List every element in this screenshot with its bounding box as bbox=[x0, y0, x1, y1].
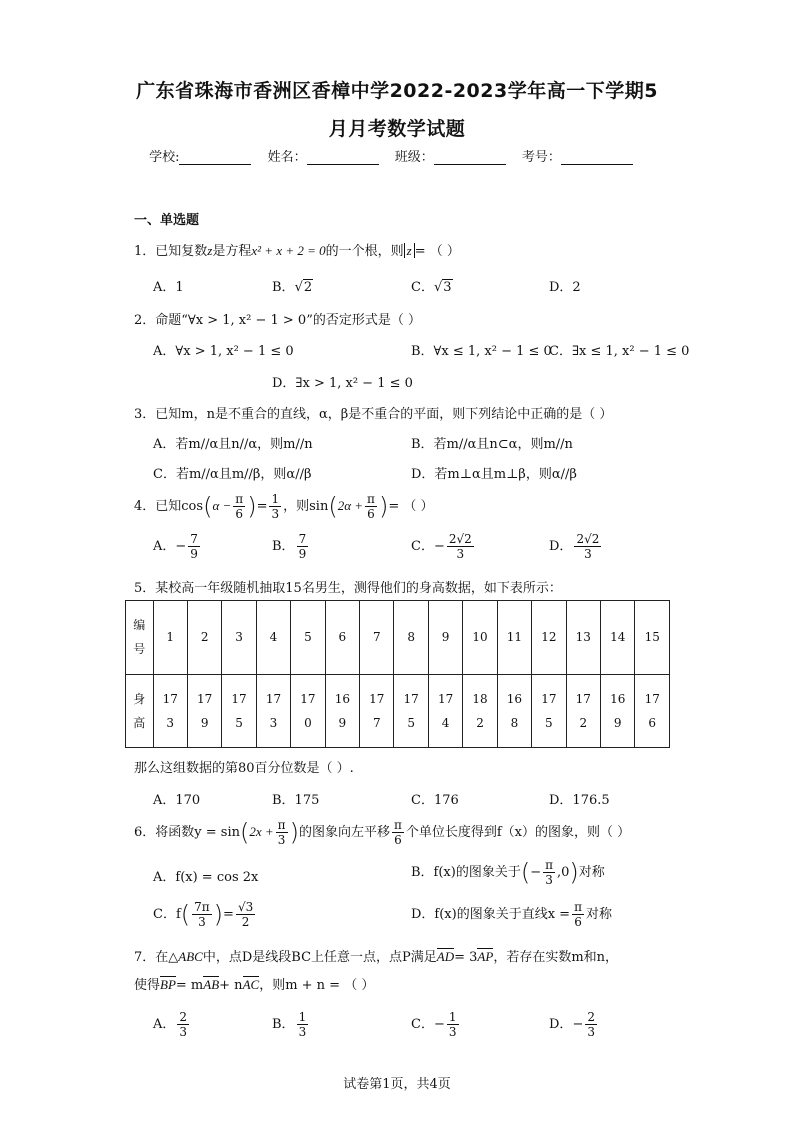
height-top: 16 bbox=[506, 691, 523, 706]
q3-option-c[interactable]: C．若m//α且m//β，则α//β bbox=[153, 467, 312, 482]
id-cell: 1 bbox=[153, 601, 187, 675]
height-cell bbox=[325, 674, 359, 748]
q6-c-value bbox=[236, 900, 255, 929]
q6-option-a[interactable]: A．f(x) = cos 2x bbox=[153, 870, 259, 885]
q4-tail: = （ ） bbox=[388, 499, 434, 514]
q1-option-b-value: 2 bbox=[303, 280, 313, 295]
q6-mid: 的图象向左平移 bbox=[298, 825, 390, 840]
q5-option-a[interactable]: A．170 bbox=[153, 793, 201, 808]
title-line-1: 广东省珠海市香洲区香樟中学2022-2023学年高一下学期5 bbox=[136, 80, 658, 102]
q7-b-num: 1 bbox=[298, 1010, 307, 1024]
q7-c-minus: − bbox=[433, 1017, 445, 1032]
q7-option-d[interactable] bbox=[549, 1010, 599, 1039]
q6-pi-over-6 bbox=[392, 818, 404, 847]
height-cell bbox=[566, 674, 600, 748]
name-field[interactable] bbox=[307, 151, 379, 165]
question-7-line-2 bbox=[134, 974, 374, 993]
q1-equation: x² + x + 2 = 0 bbox=[251, 243, 326, 258]
q7-d-label: D． bbox=[549, 1017, 573, 1032]
q1-option-b-label: B． bbox=[272, 280, 295, 295]
q7-vec-ap: AP bbox=[477, 949, 494, 964]
q4-pi-over-6-b bbox=[365, 492, 377, 521]
q4-paren-open: ( bbox=[203, 492, 213, 521]
q4-a-num: 7 bbox=[190, 532, 198, 546]
q4-option-c[interactable] bbox=[411, 532, 476, 561]
q6-b-neg: − bbox=[530, 865, 542, 880]
height-cell bbox=[187, 674, 221, 748]
q7-b-frac bbox=[297, 1010, 309, 1039]
height-top: 17 bbox=[265, 691, 282, 706]
q1-option-c-label: C． bbox=[411, 280, 434, 295]
question-2 bbox=[134, 309, 421, 328]
q5-text: 某校高一年级随机抽取15名男生，测得他们的身高数据，如下表所示： bbox=[155, 581, 562, 596]
q1-option-c-value: 3 bbox=[443, 280, 452, 295]
question-4 bbox=[134, 492, 433, 521]
q4-a-den: 9 bbox=[190, 547, 198, 561]
q4-option-a[interactable] bbox=[153, 532, 202, 561]
q6-c-eq: = bbox=[223, 907, 234, 922]
q4-six-a: 6 bbox=[235, 507, 244, 521]
q3-number: 3． bbox=[134, 407, 156, 422]
q6-b-pre: B．f(x)的图象关于 bbox=[411, 865, 521, 880]
q7-d-minus: − bbox=[572, 1017, 584, 1032]
question-6 bbox=[134, 818, 630, 847]
q4-d-frac bbox=[574, 532, 601, 561]
height-bottom: 5 bbox=[235, 715, 243, 730]
q6-b-frac bbox=[543, 858, 555, 887]
q3-option-a[interactable]: A．若m//α且n//α，则m//n bbox=[153, 437, 313, 452]
class-field[interactable] bbox=[434, 151, 506, 165]
height-top: 17 bbox=[197, 691, 213, 706]
q4-d-den: 3 bbox=[584, 547, 592, 561]
q1-var-z: z bbox=[207, 243, 213, 258]
q6-pi-a: π bbox=[277, 818, 286, 832]
id-cell: 13 bbox=[566, 601, 600, 675]
q4-c-den: 3 bbox=[456, 547, 465, 561]
q7-b-den: 3 bbox=[298, 1025, 307, 1039]
height-cell bbox=[360, 674, 394, 748]
height-cell bbox=[635, 674, 670, 748]
height-top: 17 bbox=[162, 691, 178, 706]
q7-triangle: △ABC bbox=[168, 949, 203, 964]
q1-text-d: = （ ） bbox=[414, 244, 460, 259]
q7-c-num: 1 bbox=[448, 1010, 457, 1024]
q6-c-den: 3 bbox=[198, 915, 206, 929]
q7-l2-eq: = m bbox=[175, 978, 204, 993]
q6-c-rden: 2 bbox=[241, 915, 250, 929]
height-bottom: 3 bbox=[166, 715, 175, 730]
question-5 bbox=[134, 577, 562, 596]
q4-number: 4． bbox=[134, 499, 156, 514]
height-top: 16 bbox=[334, 691, 350, 706]
q6-c-num: 7π bbox=[194, 900, 210, 914]
height-cell bbox=[291, 674, 325, 748]
height-top: 17 bbox=[575, 691, 591, 706]
q7-a-den: 3 bbox=[179, 1025, 188, 1039]
q4-cos: 已知cos bbox=[155, 499, 204, 514]
id-cell: 11 bbox=[497, 601, 531, 675]
id-cell: 12 bbox=[532, 601, 566, 675]
q4-one: 1 bbox=[271, 492, 280, 506]
q4-c-num: 2√2 bbox=[448, 532, 472, 546]
q5-option-d[interactable]: D．176.5 bbox=[549, 793, 610, 808]
exam-no-label: 考号： bbox=[521, 150, 561, 165]
q2-option-b[interactable]: B．∀x ≤ 1, x² − 1 ≤ 0 bbox=[411, 344, 552, 359]
q6-c-paren-close: ) bbox=[213, 900, 224, 929]
q6-paren-close: ) bbox=[289, 818, 299, 847]
student-info-row bbox=[0, 146, 794, 165]
height-cell bbox=[256, 674, 290, 748]
q4-paren-close: ) bbox=[247, 492, 257, 521]
height-header-1: 身 bbox=[133, 691, 146, 706]
q6-d-frac bbox=[572, 900, 584, 929]
q7-d-num: 2 bbox=[587, 1010, 595, 1024]
q2-option-c[interactable]: C．∃x ≤ 1, x² − 1 ≤ 0 bbox=[549, 344, 690, 359]
height-bottom: 8 bbox=[510, 715, 519, 730]
height-top: 17 bbox=[437, 691, 454, 706]
q4-option-b[interactable] bbox=[272, 532, 310, 561]
q7-option-b[interactable] bbox=[272, 1010, 310, 1039]
height-header bbox=[126, 674, 154, 748]
q7-option-c[interactable] bbox=[411, 1010, 461, 1039]
q7-vec-bp: BP bbox=[160, 977, 176, 992]
q3-option-b[interactable]: B．若m//α且n⊂α，则m//n bbox=[411, 437, 573, 452]
height-bottom: 2 bbox=[579, 715, 588, 730]
height-bottom: 5 bbox=[545, 715, 553, 730]
q6-d-tail: 对称 bbox=[585, 907, 612, 922]
q2-text: 命题“∀x > 1, x² − 1 > 0”的否定形式是（ ） bbox=[155, 313, 421, 328]
q4-option-d[interactable] bbox=[549, 532, 603, 561]
q6-b-tail: 对称 bbox=[578, 865, 605, 880]
q5-option-b[interactable]: B．175 bbox=[272, 793, 320, 808]
q1-text-b: 是方程 bbox=[212, 244, 252, 259]
height-bottom: 2 bbox=[476, 715, 484, 730]
q4-pi-over-6-a bbox=[233, 492, 245, 521]
q6-b-pi: π bbox=[545, 858, 554, 872]
height-table bbox=[125, 600, 670, 748]
q6-b-zero: ,0 bbox=[557, 865, 570, 880]
q1-option-b[interactable]: B．√2 bbox=[272, 280, 313, 295]
id-cell: 5 bbox=[291, 601, 325, 675]
q1-text-c: 的一个根，则 bbox=[325, 244, 404, 259]
q2-option-a[interactable]: A．∀x > 1, x² − 1 ≤ 0 bbox=[153, 344, 294, 359]
id-header-1: 编 bbox=[133, 618, 146, 633]
q7-a-frac bbox=[177, 1010, 189, 1039]
q4-c-frac bbox=[447, 532, 474, 561]
height-top: 17 bbox=[541, 691, 557, 706]
q7-l2-tail: ，则m + n = （ ） bbox=[259, 978, 375, 993]
height-bottom: 9 bbox=[613, 715, 622, 730]
q3-option-d[interactable]: D．若m⊥α且m⊥β，则α//β bbox=[411, 467, 577, 482]
q7-b-label: B． bbox=[272, 1017, 295, 1032]
id-cell: 7 bbox=[360, 601, 394, 675]
id-cell: 14 bbox=[601, 601, 635, 675]
q4-d-label: D． bbox=[549, 539, 573, 554]
q6-b-paren-close: ) bbox=[569, 858, 579, 887]
id-header bbox=[126, 601, 154, 675]
q6-b-paren-open: ( bbox=[520, 858, 531, 887]
q6-c-paren-open: ( bbox=[180, 900, 191, 929]
q7-c-frac bbox=[447, 1010, 459, 1039]
q7-option-a[interactable] bbox=[153, 1010, 191, 1039]
height-top: 17 bbox=[231, 691, 247, 706]
q6-pi-b: π bbox=[393, 818, 402, 832]
q6-paren-open: ( bbox=[240, 818, 250, 847]
height-cell bbox=[463, 674, 497, 748]
q4-d-num: 2√2 bbox=[576, 532, 600, 546]
q4-a-label: A． bbox=[153, 539, 176, 554]
height-bottom: 9 bbox=[338, 715, 347, 730]
q1-number: 1． bbox=[134, 244, 156, 259]
height-bottom: 0 bbox=[304, 715, 312, 730]
q6-number: 6． bbox=[134, 825, 156, 840]
school-field[interactable] bbox=[179, 151, 251, 165]
height-cell bbox=[497, 674, 531, 748]
height-top: 17 bbox=[300, 691, 316, 706]
q4-c-minus: − bbox=[433, 539, 445, 554]
exam-no-field[interactable] bbox=[561, 151, 633, 165]
q6-d-pre: D．f(x)的图象关于直线x = bbox=[411, 907, 571, 922]
q7-l2-a: 使得 bbox=[134, 978, 161, 993]
q4-one-third bbox=[269, 492, 281, 521]
id-cell: 15 bbox=[635, 601, 670, 675]
q1-text-a: 已知复数 bbox=[155, 244, 208, 259]
height-row bbox=[126, 674, 670, 748]
q7-l1-b: 中，点D是线段BC上任意一点，点P满足 bbox=[202, 950, 437, 965]
q6-d-pi: π bbox=[574, 900, 582, 914]
q7-d-den: 3 bbox=[587, 1025, 595, 1039]
q6-d-six: 6 bbox=[574, 915, 582, 929]
height-bottom: 7 bbox=[372, 715, 381, 730]
q4-sin: ，则sin bbox=[283, 499, 329, 514]
height-top: 17 bbox=[644, 691, 660, 706]
question-7-line-1 bbox=[134, 946, 618, 965]
q4-a-minus: − bbox=[175, 539, 187, 554]
height-cell bbox=[532, 674, 566, 748]
q7-d-frac bbox=[585, 1010, 597, 1039]
q4-c-label: C． bbox=[411, 539, 434, 554]
question-3 bbox=[134, 403, 612, 422]
q3-text: 已知m，n是不重合的直线，α，β是不重合的平面，则下列结论中正确的是（ ） bbox=[155, 407, 613, 422]
q4-eq: = bbox=[256, 499, 268, 514]
q7-l1-a: 在 bbox=[155, 950, 169, 965]
q4-b-label: B． bbox=[272, 539, 295, 554]
id-cell: 8 bbox=[394, 601, 428, 675]
q7-l1-c: ，若存在实数m和n， bbox=[493, 950, 619, 965]
q6-pre: 将函数y = sin bbox=[155, 825, 240, 840]
q5-option-c[interactable]: C．176 bbox=[411, 793, 459, 808]
height-cell bbox=[394, 674, 428, 748]
section-heading: 一、单选题 bbox=[134, 213, 200, 228]
q2-option-d[interactable]: D．∃x > 1, x² − 1 ≤ 0 bbox=[272, 376, 413, 391]
school-label: 学校: bbox=[149, 150, 180, 165]
q1-option-c[interactable]: C．√3 bbox=[411, 280, 452, 295]
q4-two-alpha: 2α + bbox=[337, 498, 364, 513]
q4-b-frac bbox=[297, 532, 309, 561]
height-top: 17 bbox=[369, 691, 385, 706]
q4-pi-a: π bbox=[235, 492, 244, 506]
q6-three: 3 bbox=[277, 833, 286, 847]
q6-inner: 2x + bbox=[249, 824, 274, 839]
q7-c-label: C． bbox=[411, 1017, 434, 1032]
q1-option-d[interactable]: D．2 bbox=[549, 280, 581, 295]
q4-b-num: 7 bbox=[298, 532, 307, 546]
q6-b-three: 3 bbox=[545, 873, 553, 887]
height-header-2: 高 bbox=[133, 715, 146, 730]
class-label: 班级： bbox=[394, 150, 434, 165]
name-label: 姓名： bbox=[267, 150, 307, 165]
title-line-2: 月月考数学试题 bbox=[328, 118, 466, 140]
id-cell: 10 bbox=[463, 601, 497, 675]
q4-b-den: 9 bbox=[298, 547, 307, 561]
height-bottom: 6 bbox=[648, 715, 657, 730]
q4-alpha-minus: α − bbox=[212, 498, 232, 513]
height-bottom: 9 bbox=[200, 715, 209, 730]
q2-number: 2． bbox=[134, 313, 156, 328]
q1-option-a[interactable]: A．1 bbox=[153, 280, 184, 295]
height-cell bbox=[222, 674, 256, 748]
q5-after-text: 那么这组数据的第80百分位数是（ ）. bbox=[134, 761, 354, 776]
id-header-2: 号 bbox=[133, 642, 146, 657]
q6-c-arg bbox=[192, 900, 212, 929]
q5-number: 5． bbox=[134, 581, 156, 596]
q6-option-c[interactable] bbox=[153, 900, 257, 929]
q7-eq3: = 3 bbox=[454, 950, 478, 965]
q6-option-d[interactable] bbox=[411, 900, 612, 929]
q7-a-label: A． bbox=[153, 1017, 176, 1032]
question-1 bbox=[134, 240, 460, 259]
id-cell: 4 bbox=[256, 601, 290, 675]
id-cell: 9 bbox=[428, 601, 462, 675]
q4-pi-b: π bbox=[367, 492, 375, 506]
height-cell bbox=[153, 674, 187, 748]
q7-a-num: 2 bbox=[179, 1010, 188, 1024]
id-cell: 3 bbox=[222, 601, 256, 675]
height-top: 16 bbox=[610, 691, 626, 706]
height-top: 18 bbox=[472, 691, 488, 706]
q1-abs-z: z bbox=[404, 243, 415, 258]
height-cell bbox=[601, 674, 635, 748]
q6-pi-over-3 bbox=[276, 818, 288, 847]
id-cell: 6 bbox=[325, 601, 359, 675]
q6-tail: 个单位长度得到f（x）的图象，则（ ） bbox=[405, 825, 631, 840]
q4-three: 3 bbox=[271, 507, 280, 521]
q4-a-frac bbox=[188, 532, 200, 561]
height-bottom: 5 bbox=[407, 715, 415, 730]
page-footer: 试卷第1页，共4页 bbox=[343, 1077, 451, 1092]
q7-vec-ab: AB bbox=[203, 977, 220, 992]
q7-l2-plus: + n bbox=[219, 978, 243, 993]
q6-option-b[interactable] bbox=[411, 858, 605, 887]
q7-c-den: 3 bbox=[448, 1025, 457, 1039]
q7-vec-ad: AD bbox=[436, 949, 455, 964]
height-bottom: 4 bbox=[441, 715, 450, 730]
id-cell: 2 bbox=[187, 601, 221, 675]
q4-paren2-open: ( bbox=[328, 492, 338, 521]
height-cell bbox=[428, 674, 462, 748]
q7-number: 7． bbox=[134, 950, 156, 965]
height-bottom: 3 bbox=[269, 715, 278, 730]
q4-paren2-close: ) bbox=[378, 492, 389, 521]
q4-six-b: 6 bbox=[367, 507, 375, 521]
q6-six: 6 bbox=[394, 833, 402, 847]
q6-c-pre: C．f bbox=[153, 907, 181, 922]
height-top: 17 bbox=[403, 691, 419, 706]
q6-c-rnum: √3 bbox=[237, 900, 254, 914]
q7-vec-ac: AC bbox=[242, 977, 260, 992]
id-row bbox=[126, 601, 670, 675]
